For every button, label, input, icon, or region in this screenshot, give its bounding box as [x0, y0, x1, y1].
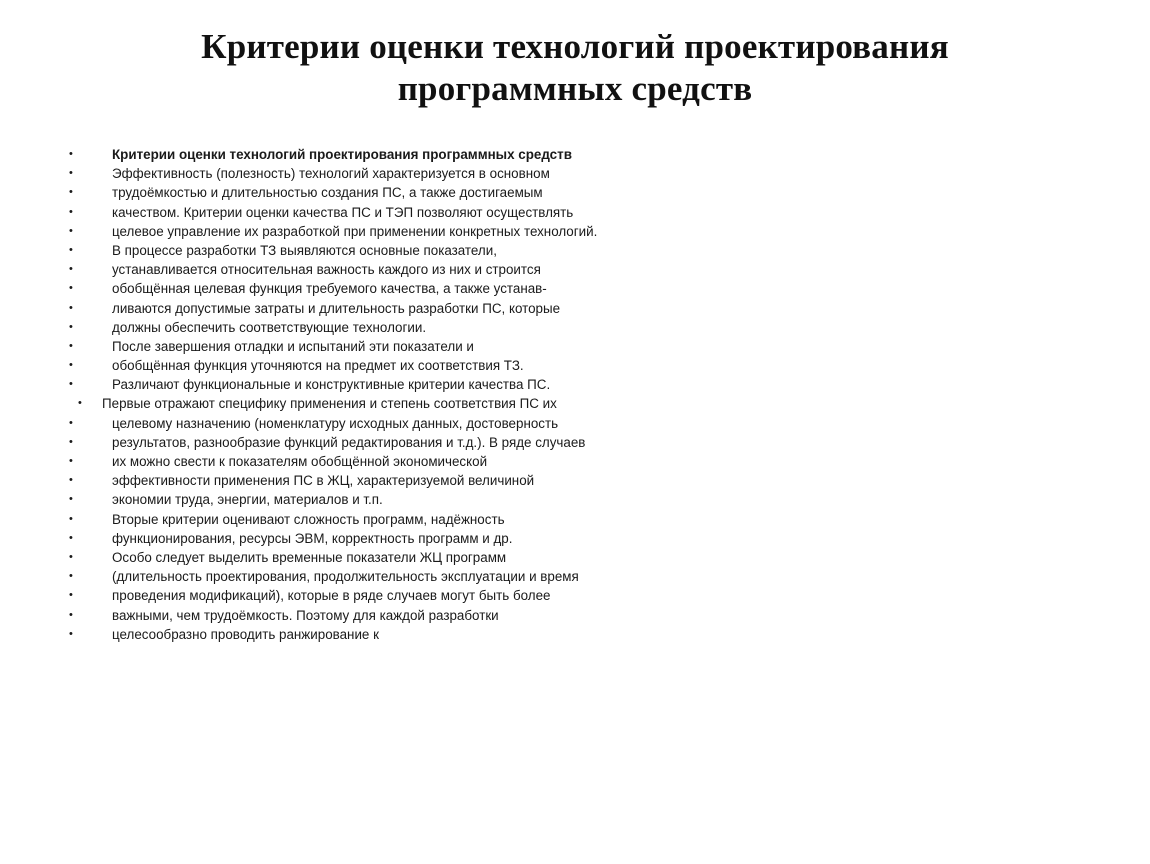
- bullet-icon: •: [69, 224, 73, 237]
- list-item: [64, 337, 724, 356]
- list-item: [64, 471, 724, 490]
- bullet-icon: •: [69, 320, 73, 333]
- list-item-text: В процессе разработки ТЗ выявляются основные показатели,: [112, 242, 497, 258]
- bullet-icon: •: [69, 186, 73, 199]
- list-item: [64, 164, 724, 183]
- list-item: [64, 299, 724, 318]
- list-item-text: целесообразно проводить ранжирование к: [112, 626, 379, 642]
- list-item-text: Вторые критерии оценивают сложность программ, надёжность: [112, 511, 505, 527]
- bullet-icon: •: [69, 301, 73, 314]
- list-item-text: обобщённая целевая функция требуемого качества, а также устанав-: [112, 281, 547, 297]
- list-item-text: проведения модификаций), которые в ряде случаев могут быть более: [112, 588, 551, 604]
- bullet-icon: •: [69, 570, 73, 583]
- bullet-icon: •: [69, 263, 73, 276]
- list-item-text: их можно свести к показателям обобщённой экономической: [112, 454, 488, 469]
- bullet-icon: •: [69, 493, 73, 506]
- title-line-1: Критерии оценки технологий проектирования: [201, 27, 949, 66]
- list-item-text: экономии труда, энергии, материалов и т.п.: [112, 492, 383, 508]
- bullet-icon: •: [69, 243, 73, 256]
- list-item: [64, 260, 724, 279]
- bullet-icon: •: [69, 627, 73, 640]
- list-item: [64, 222, 724, 241]
- bullet-icon: •: [69, 167, 73, 180]
- list-item: [64, 394, 724, 413]
- list-item-text: обобщённая функция уточняются на предмет их соответствия ТЗ.: [112, 358, 524, 374]
- bullet-icon: •: [69, 474, 73, 487]
- list-item: [64, 183, 724, 202]
- list-item-text: Первые отражают специфику применения и степень соответствия ПС их: [102, 396, 557, 412]
- list-item-text: качеством. Критерии оценки качества ПС и ТЭП позволяют осуществлять: [112, 204, 574, 220]
- list-item: [64, 145, 724, 164]
- slide-title: [100, 26, 1050, 110]
- list-item-text: ливаются допустимые затраты и длительность разработки ПС, которые: [112, 300, 561, 316]
- bullet-icon: •: [69, 512, 73, 525]
- list-item: [64, 529, 724, 548]
- list-item: [64, 203, 724, 222]
- list-item: [64, 625, 724, 644]
- list-item-text: целевое управление их разработкой при применении конкретных технологий.: [112, 223, 598, 239]
- list-item: [64, 433, 724, 452]
- list-item-text: важными, чем трудоёмкость. Поэтому для каждой разработки: [112, 607, 499, 623]
- list-item-text: (длительность проектирования, продолжительность эксплуатации и время: [112, 569, 579, 585]
- bullet-icon: •: [69, 435, 73, 448]
- list-item: [64, 452, 724, 471]
- list-item: [64, 586, 724, 605]
- bullet-icon: •: [69, 148, 73, 160]
- list-item-text: целевому назначению (номенклатуру исходных данных, достоверность: [112, 415, 559, 431]
- bullet-icon: •: [69, 416, 73, 429]
- bullet-icon: •: [69, 608, 73, 621]
- list-item-text: После завершения отладки и испытаний эти показатели и: [112, 338, 474, 354]
- list-item-text: Различают функциональные и конструктивные критерии качества ПС.: [112, 377, 551, 393]
- bullet-icon: •: [69, 550, 73, 563]
- bullet-icon: •: [69, 589, 73, 602]
- list-item: [64, 490, 724, 509]
- list-item: [64, 241, 724, 260]
- list-item: [64, 375, 724, 394]
- bullet-icon: •: [69, 531, 73, 544]
- list-item: [64, 548, 724, 567]
- bullet-icon: •: [69, 339, 73, 352]
- list-item: [64, 356, 724, 375]
- list-item-text: Эффективность (полезность) технологий характеризуется в основном: [112, 166, 550, 182]
- list-item-text: трудоёмкостью и длительностью создания ПС, а также достигаемым: [112, 185, 543, 201]
- list-item: [64, 414, 724, 433]
- list-item-text: Критерии оценки технологий проектирования программных средств: [112, 147, 572, 162]
- bullet-icon: •: [69, 282, 73, 295]
- bullet-icon: •: [69, 359, 73, 372]
- bullet-list: [64, 145, 724, 644]
- bullet-icon: •: [78, 397, 82, 410]
- bullet-icon: •: [69, 205, 73, 218]
- bullet-icon: •: [69, 378, 73, 391]
- list-item-text: эффективности применения ПС в ЖЦ, характеризуемой величиной: [112, 473, 535, 489]
- list-item-text: устанавливается относительная важность каждого из них и строится: [112, 262, 541, 278]
- list-item: [64, 279, 724, 298]
- title-line-2: программных средств: [397, 69, 753, 108]
- list-item-text: Особо следует выделить временные показатели ЖЦ программ: [112, 549, 507, 565]
- list-item: [64, 567, 724, 586]
- bullet-icon: •: [69, 455, 73, 467]
- list-item-text: результатов, разнообразие функций редактирования и т.д.). В ряде случаев: [112, 434, 586, 450]
- list-item: [64, 318, 724, 337]
- list-item-text: функционирования, ресурсы ЭВМ, корректность программ и др.: [112, 530, 513, 546]
- list-item: [64, 510, 724, 529]
- list-item: [64, 606, 724, 625]
- list-item-text: должны обеспечить соответствующие технологии.: [112, 319, 427, 335]
